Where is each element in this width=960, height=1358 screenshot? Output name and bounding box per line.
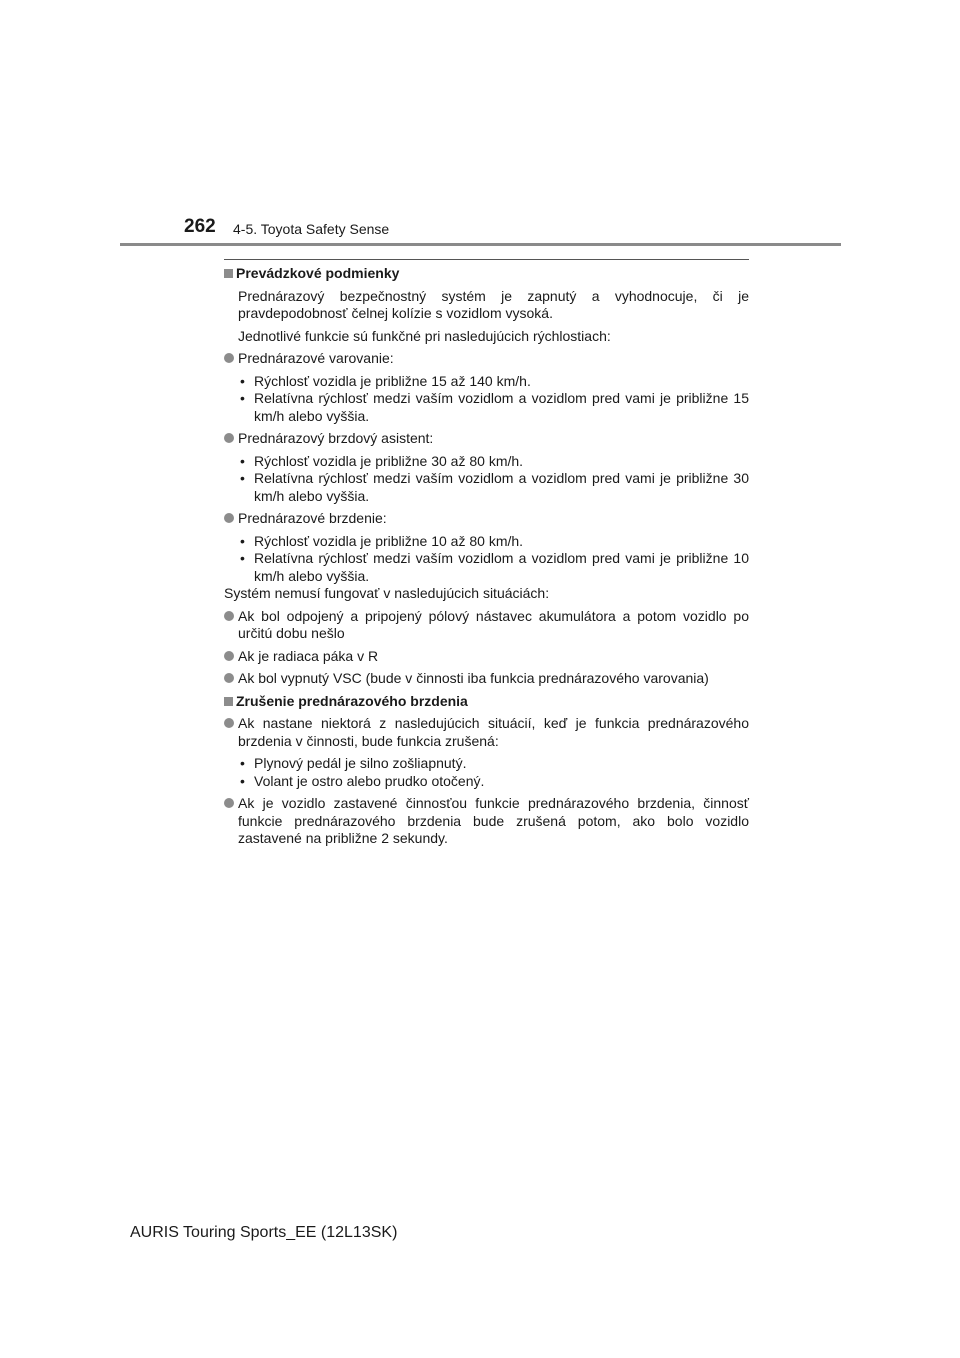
circle-bullet-icon	[224, 798, 234, 808]
not-working-intro: Systém nemusí fungovať v nasledujúcich situáciách:	[224, 585, 550, 601]
circle-bullet-icon	[224, 651, 234, 661]
list-item: • Plynový pedál je silno zošliapnutý.	[240, 755, 467, 771]
bullet-icon: •	[240, 772, 245, 789]
cancel-item: Ak je vozidlo zastavené činnosťou funkcie prednárazového brzdenia, činnosť funkcie prednárazového brzdenia bude zrušená potom, ako bolo vozidlo zastavené na približne 2 sekundy.	[224, 795, 749, 848]
speeds-intro: Jednotlivé funkcie sú funkčné pri nasledujúcich rýchlostiach:	[238, 327, 611, 344]
page-number: 262	[184, 216, 216, 237]
heading-operating-conditions: Prevádzkové podmienky	[224, 265, 749, 283]
bullet-icon: •	[240, 390, 245, 406]
square-bullet-icon	[224, 697, 233, 706]
heading-braking-cancel: Zrušenie prednárazového brzdenia	[224, 693, 749, 711]
circle-bullet-icon	[224, 611, 234, 621]
list-item: • Rýchlosť vozidla je približne 30 až 80 km/h.	[240, 452, 524, 469]
circle-bullet-icon	[224, 718, 234, 728]
function-brake-assist: Prednárazový brzdový asistent:	[224, 430, 749, 448]
footer-text: AURIS Touring Sports_EE (12L13SK)	[130, 1224, 398, 1241]
circle-bullet-icon	[224, 673, 234, 683]
circle-bullet-icon	[224, 433, 234, 443]
function-warning-conditions	[238, 373, 749, 426]
list-item: • Relatívna rýchlosť medzi vaším vozidlom a vozidlom pred vami je približne 30 km/h alebo vyššia.	[240, 470, 749, 504]
function-warning: Prednárazové varovanie:	[224, 350, 749, 368]
circle-bullet-icon	[224, 513, 234, 523]
list-item: • Rýchlosť vozidla je približne 15 až 140 km/h.	[240, 372, 531, 389]
bullet-icon: •	[240, 755, 245, 771]
content-area	[224, 265, 749, 853]
function-braking-conditions	[238, 533, 749, 586]
list-item: • Rýchlosť vozidla je približne 10 až 80 km/h.	[240, 532, 524, 549]
function-brake-assist-conditions	[238, 453, 749, 506]
not-working-item: Ak bol odpojený a pripojený pólový nástavec akumulátora a potom vozidlo po určitú dobu nešlo	[224, 608, 749, 643]
list-item: • Volant je ostro alebo prudko otočený.	[240, 772, 485, 789]
function-braking: Prednárazové brzdenie:	[224, 510, 749, 528]
intro-paragraph: Prednárazový bezpečnostný systém je zapnutý a vyhodnocuje, či je pravdepodobnosť čelnej kolízie s vozidlom vysoká.	[238, 287, 749, 321]
cancel-item: Ak nastane niektorá z nasledujúcich situácií, keď je funkcia prednárazového brzdenia v činnosti, bude funkcia zrušená:	[224, 715, 749, 750]
header-rule	[120, 243, 841, 246]
section-title: 4-5. Toyota Safety Sense	[233, 221, 390, 237]
circle-bullet-icon	[224, 353, 234, 363]
content-rule	[224, 259, 749, 260]
list-item: • Relatívna rýchlosť medzi vaším vozidlom a vozidlom pred vami je približne 10 km/h alebo vyššia.	[240, 550, 749, 584]
bullet-icon: •	[240, 470, 245, 486]
cancel-conditions	[238, 755, 749, 790]
bullet-icon: •	[240, 452, 245, 469]
bullet-icon: •	[240, 550, 245, 566]
bullet-icon: •	[240, 532, 245, 549]
bullet-icon: •	[240, 372, 245, 389]
not-working-item: Ak bol vypnutý VSC (bude v činnosti iba funkcia prednárazového varovania)	[224, 670, 749, 688]
not-working-item: Ak je radiaca páka v R	[224, 648, 749, 666]
list-item: • Relatívna rýchlosť medzi vaším vozidlom a vozidlom pred vami je približne 15 km/h alebo vyššia.	[240, 390, 749, 424]
square-bullet-icon	[224, 269, 233, 278]
